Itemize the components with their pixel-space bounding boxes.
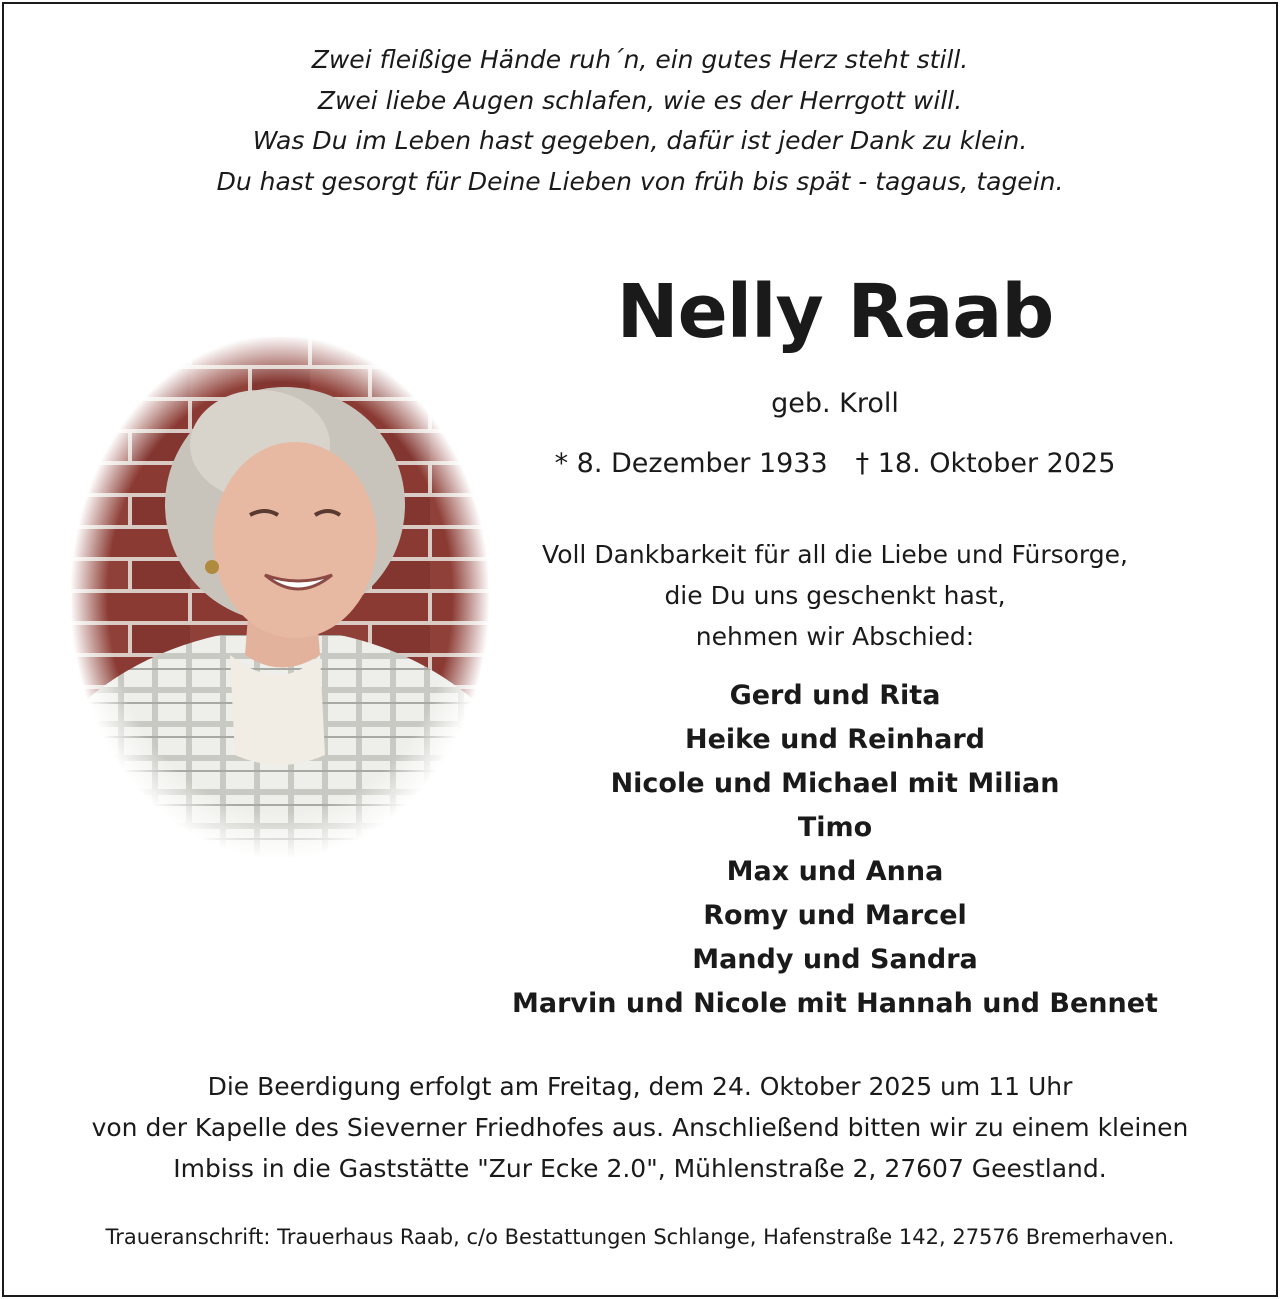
mourning-address: Traueranschrift: Trauerhaus Raab, c/o Bestattungen Schlange, Hafenstraße 142, 27576 Bremerhaven. bbox=[105, 1225, 1175, 1249]
poem-line: Zwei liebe Augen schlafen, wie es der Herrgott will. bbox=[317, 85, 963, 115]
mourner-entry: Marvin und Nicole mit Hannah und Bennet bbox=[512, 988, 1158, 1019]
mourner-entry: Max und Anna bbox=[726, 856, 944, 887]
funeral-line: von der Kapelle des Sieverner Friedhofes aus. Anschließend bitten wir zu einem kleinen bbox=[91, 1113, 1189, 1142]
mourner-entry: Mandy und Sandra bbox=[692, 944, 978, 975]
funeral-line: Die Beerdigung erfolgt am Freitag, dem 24. Oktober 2025 um 11 Uhr bbox=[207, 1072, 1073, 1101]
thanks-line: die Du uns geschenkt hast, bbox=[664, 581, 1006, 610]
maiden-name: geb. Kroll bbox=[771, 388, 899, 419]
death-date: † 18. Oktober 2025 bbox=[855, 448, 1116, 479]
portrait-photo bbox=[70, 335, 490, 860]
thanks-line: nehmen wir Abschied: bbox=[695, 622, 975, 651]
birth-date: * 8. Dezember 1933 bbox=[554, 448, 828, 479]
poem-line: Was Du im Leben hast gegeben, dafür ist jeder Dank zu klein. bbox=[252, 126, 1028, 155]
mourner-entry: Heike und Reinhard bbox=[685, 724, 985, 755]
life-dates bbox=[535, 444, 1135, 484]
funeral-info bbox=[0, 1066, 1280, 1189]
thanks-line: Voll Dankbarkeit für all die Liebe und Fürsorge, bbox=[542, 540, 1128, 569]
funeral-line: Imbiss in die Gaststätte "Zur Ecke 2.0", Mühlenstraße 2, 27607 Geestland. bbox=[173, 1154, 1107, 1183]
thanks-text bbox=[485, 534, 1185, 657]
poem-line: Zwei fleißige Hände ruh´n, ein gutes Herz steht still. bbox=[311, 45, 969, 74]
mourner-entry: Romy und Marcel bbox=[703, 900, 967, 931]
mourner-entry: Timo bbox=[797, 812, 873, 843]
poem bbox=[0, 40, 1280, 202]
mourners-list bbox=[485, 674, 1185, 1026]
deceased-name: Nelly Raab bbox=[616, 269, 1054, 355]
mourner-entry: Nicole und Michael mit Milian bbox=[610, 768, 1060, 799]
poem-line: Du hast gesorgt für Deine Lieben von früh bis spät - tagaus, tagein. bbox=[216, 166, 1064, 196]
mourner-entry: Gerd und Rita bbox=[729, 680, 941, 711]
